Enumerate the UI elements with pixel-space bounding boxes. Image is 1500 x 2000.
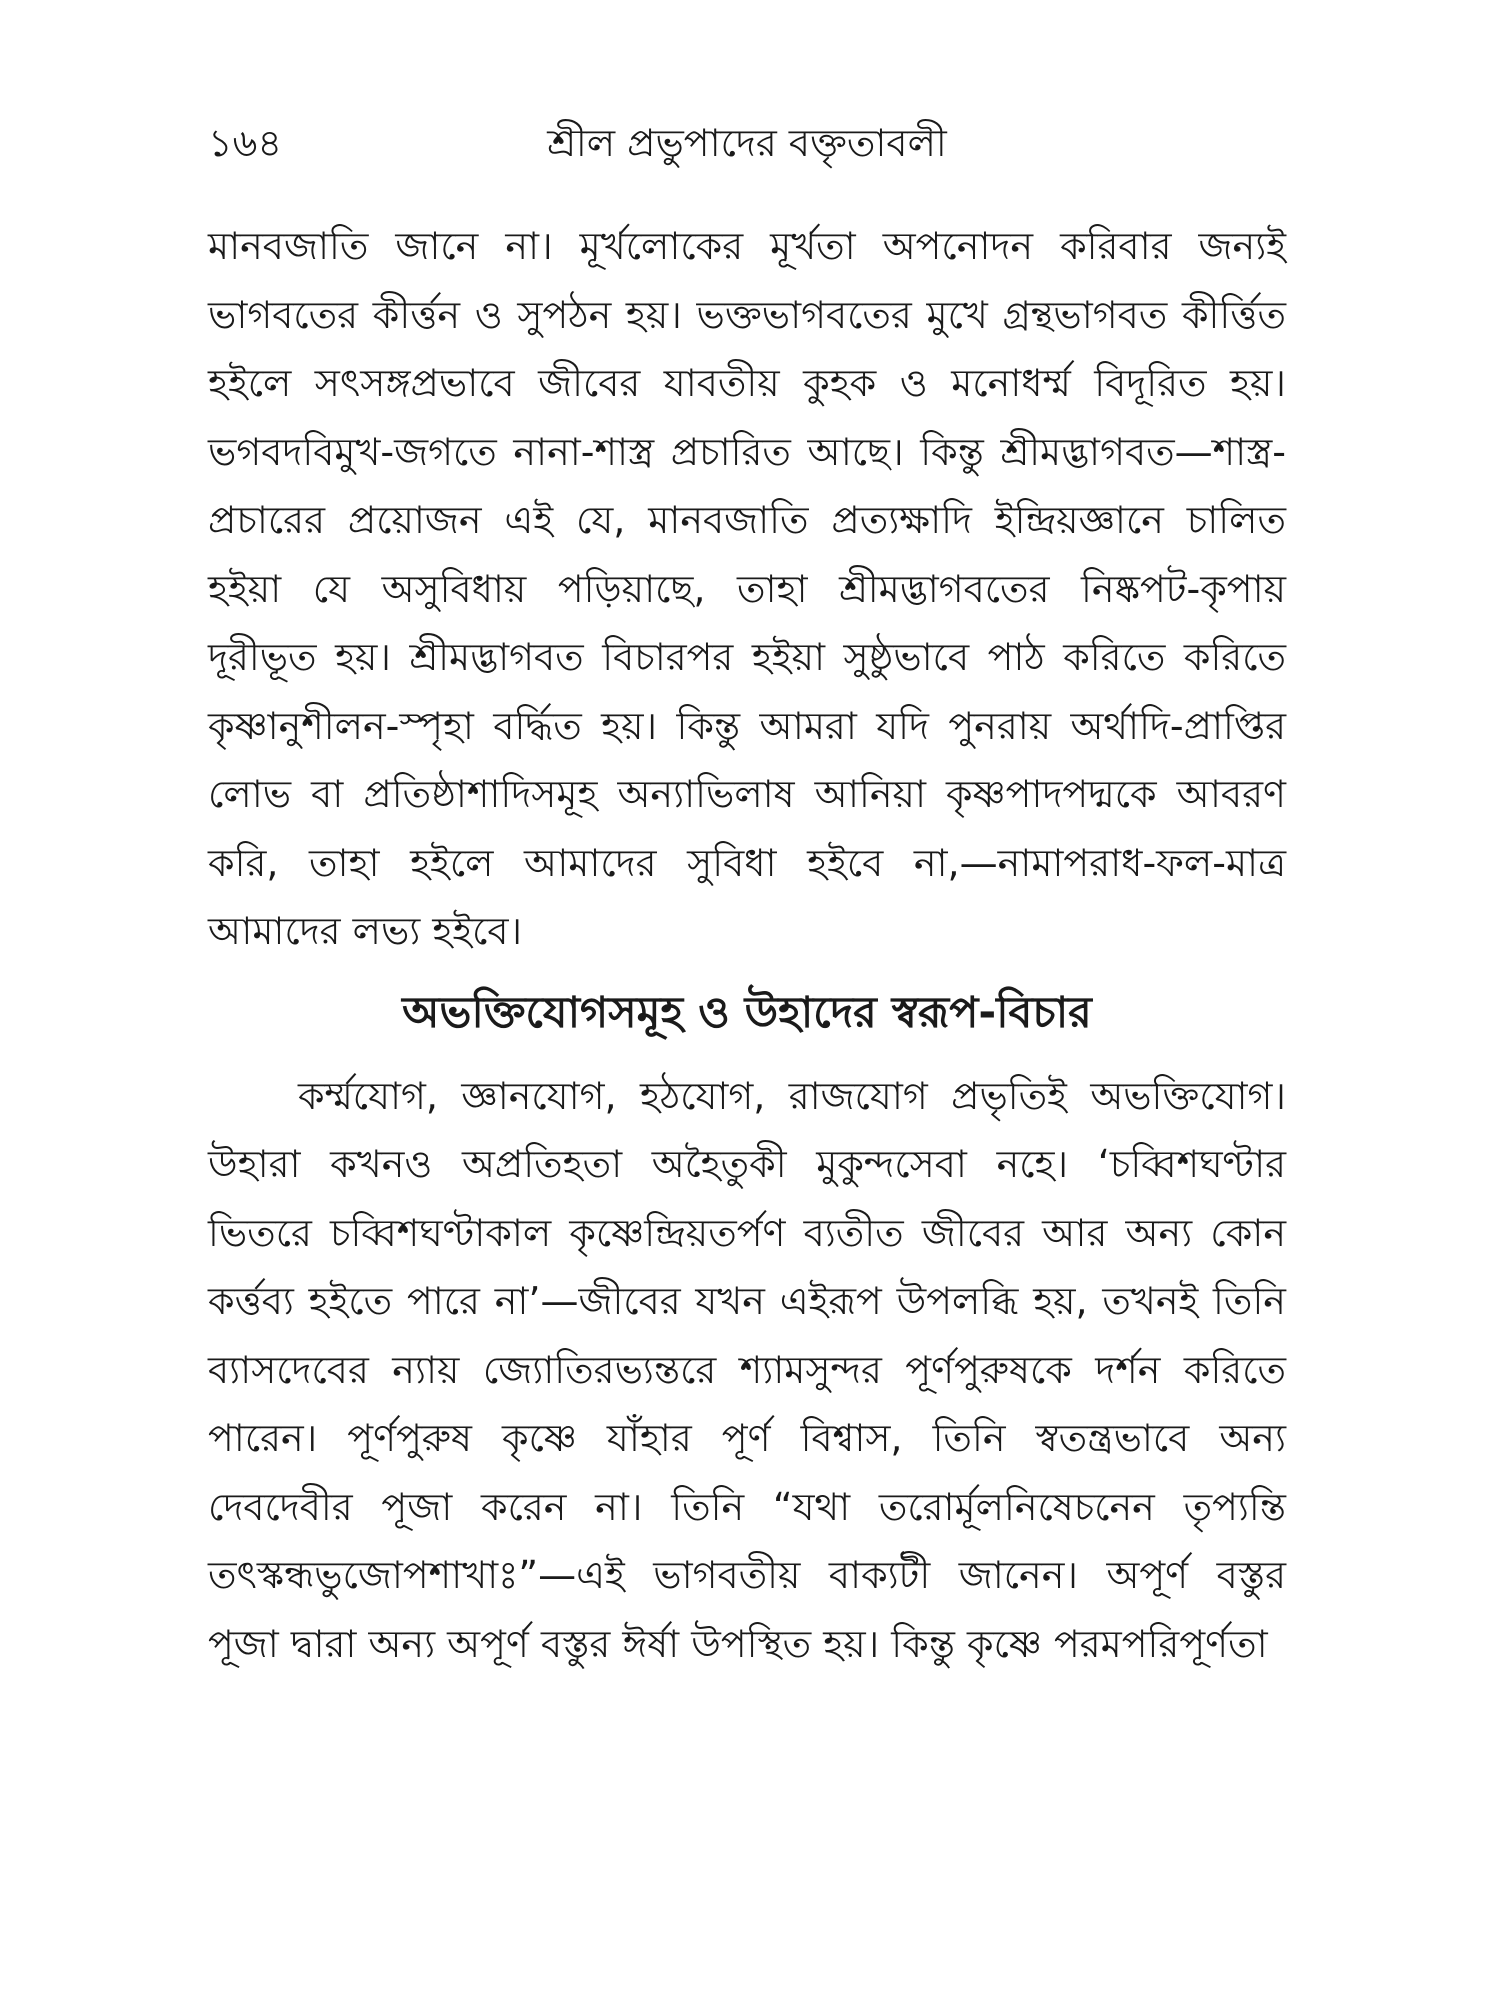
paragraph: কর্ম্মযোগ, জ্ঞানযোগ, হঠযোগ, রাজযোগ প্রভৃতিই অভক্তিযোগ। উহারা কখনও অপ্রতিহতা অহৈতুকী মুকুন্দসেবা নহে। ‘চব্বিশঘণ্টার ভিতরে চব্বিশঘণ্টাকাল কৃষ্ণেন্দ্রিয়তর্পণ ব্যতীত জীবের আর অন্য কোন কর্ত্তব্য হইতে পারে না’—জীবের যখন এইরূপ উপলব্ধি হয়, তখনই তিনি ব্যাসদেবের ন্যায় জ্যোতিরভ্যন্তরে শ্যামসুন্দর পূর্ণপুরুষকে দর্শন করিতে পারেন। পূর্ণপুরুষ কৃষ্ণে যাঁহার পূর্ণ বিশ্বাস, তিনি স্বতন্ত্রভাবে অন্য দেবদেবীর পূজা করেন না। তিনি “যথা তরোর্মূলনিষেচনেন তৃপ্যন্তি তৎস্কন্ধভুজোপশাখাঃ”—এই ভাগবতীয় বাক্যটী জানেন। অপূর্ণ বস্তুর পূজা দ্বারা অন্য অপূর্ণ বস্তুর ঈর্ষা উপস্থিত হয়। কিন্তু কৃষ্ণে পরমপরিপূর্ণতা — [208, 1073, 1286, 1666]
body-text — [208, 212, 1286, 1678]
page-header — [208, 108, 1286, 178]
section-heading: অভক্তিযোগসমূহ ও উহাদের স্বরূপ-বিচার — [402, 987, 1092, 1038]
page-number: ১৬৪ — [208, 121, 283, 165]
paragraph: মানবজাতি জানে না। মূর্খলোকের মূর্খতা অপনোদন করিবার জন্যই ভাগবতের কীর্ত্তন ও সুপঠন হয়। ভক্তভাগবতের মুখে গ্রন্থভাগবত কীর্ত্তিত হইলে সৎসঙ্গপ্রভাবে জীবের যাবতীয় কুহক ও মনোধর্ম্ম বিদূরিত হয়। ভগবদবিমুখ-জগতে নানা-শাস্ত্র প্রচারিত আছে। কিন্তু শ্রীমদ্ভাগবত—শাস্ত্র-প্রচারের প্রয়োজন এই যে, মানবজাতি প্রত্যক্ষাদি ইন্দ্রিয়জ্ঞানে চালিত হইয়া যে অসুবিধায় পড়িয়াছে, তাহা শ্রীমদ্ভাগবতের নিষ্কপট-কৃপায় দূরীভূত হয়। শ্রীমদ্ভাগবত বিচারপর হইয়া সুষ্ঠুভাবে পাঠ করিতে করিতে কৃষ্ণানুশীলন-স্পৃহা বর্দ্ধিত হয়। কিন্তু আমরা যদি পুনরায় অর্থাদি-প্রাপ্তির লোভ বা প্রতিষ্ঠাশাদিসমূহ অন্যাভিলাষ আনিয়া কৃষ্ণপাদপদ্মকে আবরণ করি, তাহা হইলে আমাদের সুবিধা হইবে না,—নামাপরাধ-ফল-মাত্র আমাদের লভ্য হইবে। — [208, 224, 1286, 953]
running-title: শ্রীল প্রভুপাদের বক্তৃতাবলী — [547, 121, 947, 165]
